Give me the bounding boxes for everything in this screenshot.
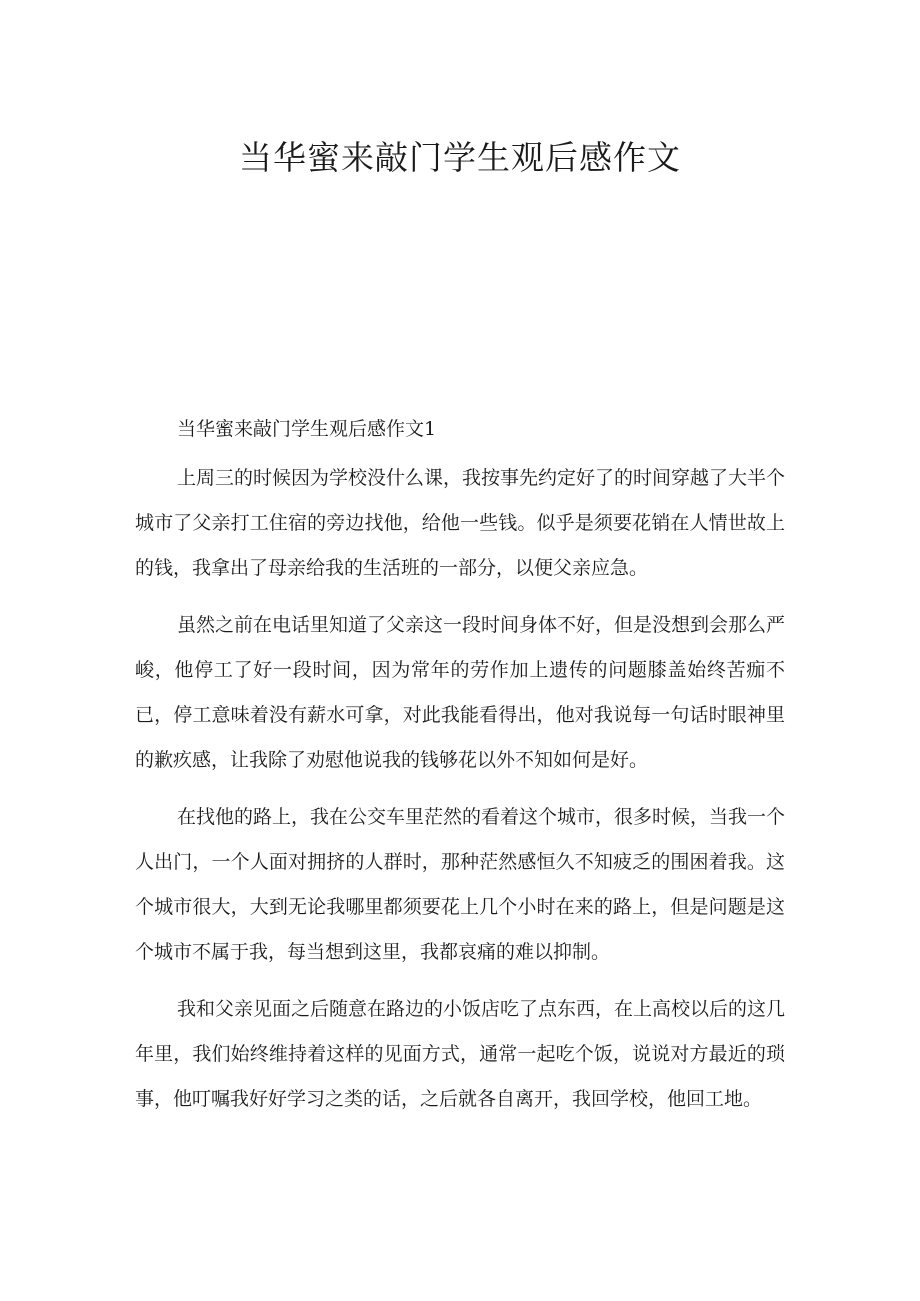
paragraph-1: 上周三的时候因为学校没什么课，我按事先约定好了的时间穿越了大半个城市了父亲打工住宿的旁边找他，给他一些钱。似乎是须要花销在人情世故上的钱，我拿出了母亲给我的生活班的一部分，以便父亲应急。 (135, 467, 786, 579)
paragraph-4: 我和父亲见面之后随意在路边的小饭店吃了点东西，在上高校以后的这几年里，我们始终维持着这样的见面方式，通常一起吃个饭，说说对方最近的琐事，他叮嘱我好好学习之类的话，之后就各自离开，我回学校，他回工地。 (135, 998, 786, 1110)
paragraph-2: 虽然之前在电话里知道了父亲这一段时间身体不好，但是没想到会那么严峻，他停工了好一段时间，因为常年的劳作加上遗传的问题膝盖始终苦痂不已，停工意味着没有薪水可拿，对此我能看得出，他对我说每一句话时眼神里的歉疚感，让我除了劝慰他说我的钱够花以外不知如何是好。 (135, 614, 786, 771)
section-heading: 当华蜜来敲门学生观后感作文1 (177, 418, 437, 440)
document-title: 当华蜜来敲门学生观后感作文 (239, 138, 681, 177)
paragraph-3: 在找他的路上，我在公交车里茫然的看着这个城市，很多时候，当我一个人出门，一个人面对拥挤的人群时，那种茫然感恒久不知疲乏的围困着我。这个城市很大，大到无论我哪里都须要花上几个小时在来的路上，但是问题是这个城市不属于我，每当想到这里，我都哀痛的难以抑制。 (135, 806, 786, 963)
document-body (135, 412, 785, 1134)
